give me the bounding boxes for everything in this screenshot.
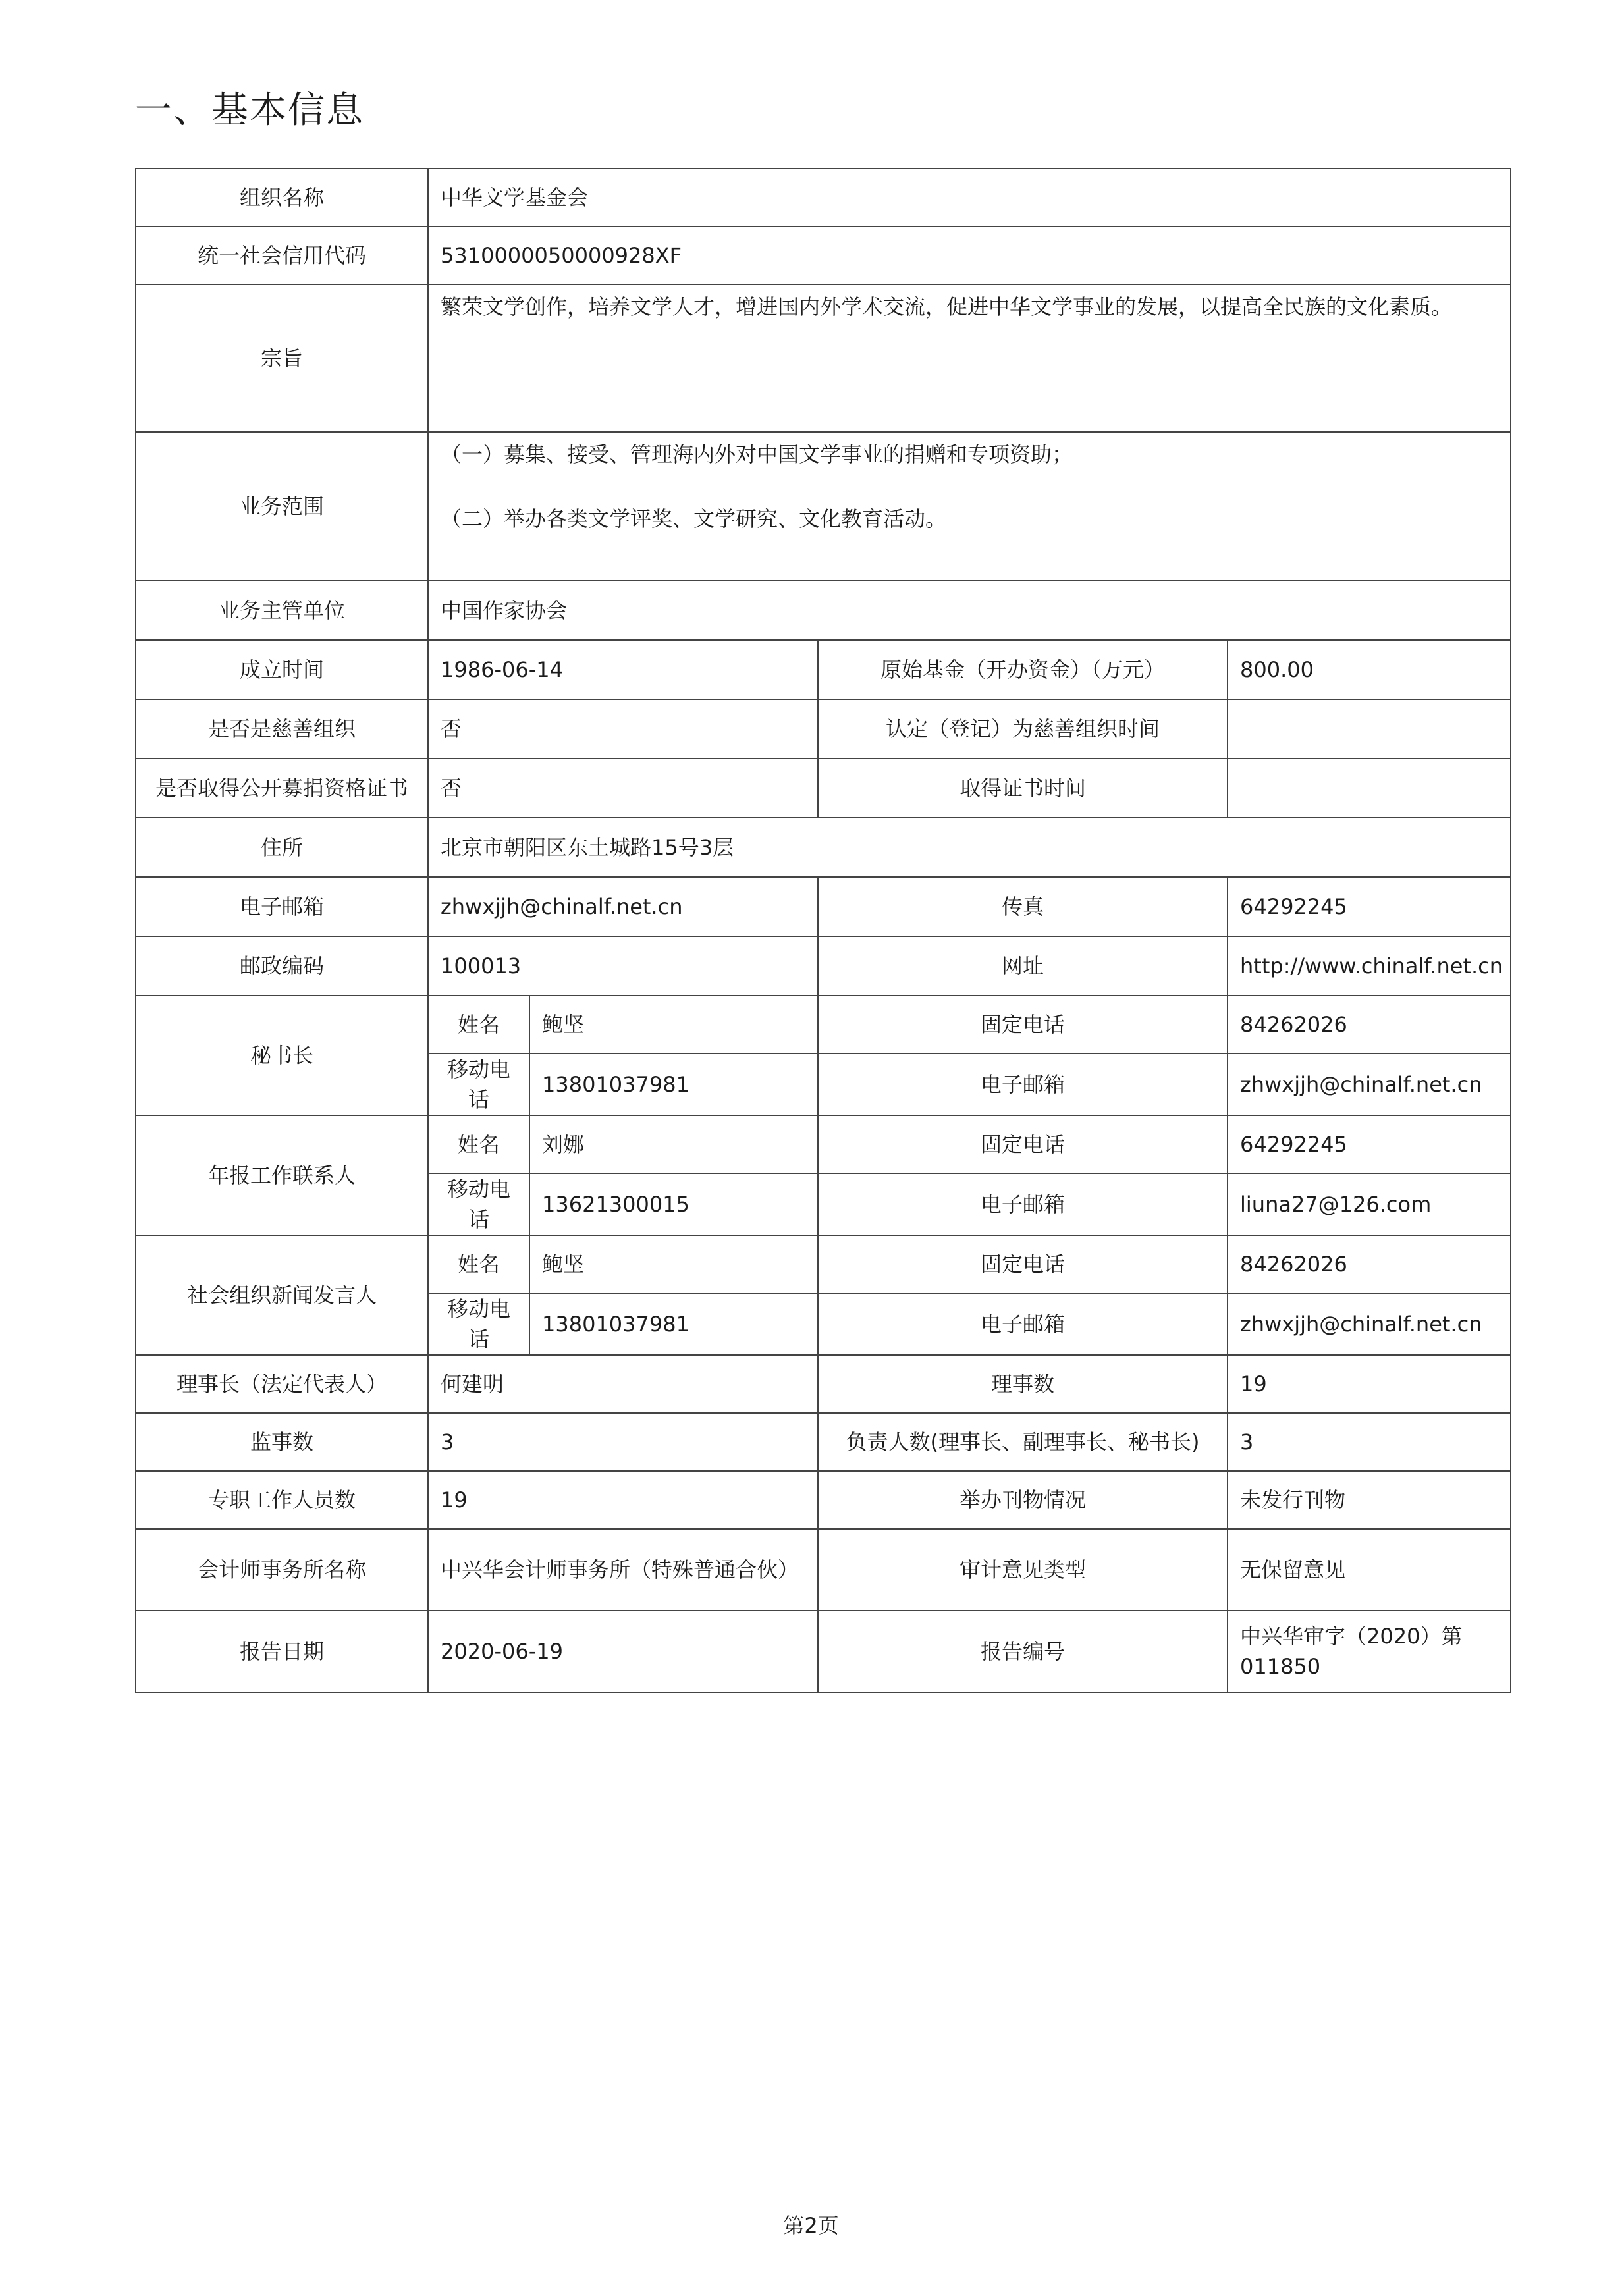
report-date-label: 报告日期: [136, 1611, 428, 1692]
address-label: 住所: [136, 818, 428, 877]
spokesman-label: 社会组织新闻发言人: [136, 1235, 428, 1355]
report-number-label: 报告编号: [818, 1611, 1228, 1692]
accounting-firm-label: 会计师事务所名称: [136, 1529, 428, 1611]
row-spokesman-1: [136, 1235, 1511, 1293]
business-scope-line: （二）举办各类文学评奖、文学研究、文化教育活动。: [441, 506, 947, 531]
website-label: 网址: [818, 936, 1228, 996]
business-scope-line: （一）募集、接受、管理海内外对中国文学事业的捐赠和专项资助；: [441, 442, 1073, 467]
row-staff: [136, 1471, 1511, 1529]
secretary-email-label: 电子邮箱: [818, 1054, 1228, 1115]
publications-label: 举办刊物情况: [818, 1471, 1228, 1529]
contact-email-label: 电子邮箱: [818, 1173, 1228, 1235]
secretary-label: 秘书长: [136, 996, 428, 1115]
row-fundraising: [136, 759, 1511, 818]
contact-mobile-label: 移动电话: [428, 1173, 529, 1235]
spokesman-mobile-label: 移动电话: [428, 1293, 529, 1355]
purpose-label: 宗旨: [136, 284, 428, 432]
spokesman-email-label: 电子邮箱: [818, 1293, 1228, 1355]
report-number-value: 中兴华审字（2020）第011850: [1228, 1611, 1511, 1692]
audit-opinion-label: 审计意见类型: [818, 1529, 1228, 1611]
section-heading: 一、基本信息: [135, 89, 364, 132]
spokesman-name-value: 鲍坚: [529, 1235, 818, 1293]
business-scope-value: [428, 432, 1511, 581]
leaders-count-value: 3: [1228, 1413, 1511, 1471]
row-charity: [136, 699, 1511, 759]
publications-value: 未发行刊物: [1228, 1471, 1511, 1529]
org-name-value: 中华文学基金会: [428, 169, 1511, 227]
contact-email-value: liuna27@126.com: [1228, 1173, 1511, 1235]
spokesman-phone-label: 固定电话: [818, 1235, 1228, 1293]
charity-label: 是否是慈善组织: [136, 699, 428, 759]
postcode-value: 100013: [428, 936, 818, 996]
secretary-name-label: 姓名: [428, 996, 529, 1054]
contact-label: 年报工作联系人: [136, 1115, 428, 1235]
charity-date-label: 认定（登记）为慈善组织时间: [818, 699, 1228, 759]
founded-value: 1986-06-14: [428, 640, 818, 699]
page-number: 第2页: [783, 2213, 839, 2238]
directors-count-label: 理事数: [818, 1355, 1228, 1413]
secretary-mobile-value: 13801037981: [529, 1054, 818, 1115]
audit-opinion-value: 无保留意见: [1228, 1529, 1511, 1611]
contact-mobile-value: 13621300015: [529, 1173, 818, 1235]
row-email: [136, 877, 1511, 936]
fax-label: 传真: [818, 877, 1228, 936]
row-purpose: [136, 284, 1511, 432]
report-date-value: 2020-06-19: [428, 1611, 818, 1692]
row-chairman: [136, 1355, 1511, 1413]
purpose-value: 繁荣文学创作，培养文学人才，增进国内外学术交流，促进中华文学事业的发展，以提高全民族的文化素质。: [428, 284, 1511, 432]
contact-name-value: 刘娜: [529, 1115, 818, 1173]
supervisor-value: 中国作家协会: [428, 581, 1511, 640]
secretary-mobile-label: 移动电话: [428, 1054, 529, 1115]
initial-fund-value: 800.00: [1228, 640, 1511, 699]
row-secretary-1: [136, 996, 1511, 1054]
chairman-label: 理事长（法定代表人）: [136, 1355, 428, 1413]
accounting-firm-value: 中兴华会计师事务所（特殊普通合伙）: [428, 1529, 818, 1611]
initial-fund-label: 原始基金（开办资金）（万元）: [818, 640, 1228, 699]
spokesman-phone-value: 84262026: [1228, 1235, 1511, 1293]
postcode-label: 邮政编码: [136, 936, 428, 996]
fax-value: 64292245: [1228, 877, 1511, 936]
fundraising-label: 是否取得公开募捐资格证书: [136, 759, 428, 818]
row-business-scope: [136, 432, 1511, 581]
spokesman-mobile-value: 13801037981: [529, 1293, 818, 1355]
email-label: 电子邮箱: [136, 877, 428, 936]
leaders-count-label: 负责人数(理事长、副理事长、秘书长): [818, 1413, 1228, 1471]
row-supervisor: [136, 581, 1511, 640]
basic-info-table: [135, 168, 1511, 1693]
row-org-name: [136, 169, 1511, 227]
business-scope-label: 业务范围: [136, 432, 428, 581]
staff-count-label: 专职工作人员数: [136, 1471, 428, 1529]
row-accounting: [136, 1529, 1511, 1611]
row-credit-code: [136, 227, 1511, 284]
secretary-phone-value: 84262026: [1228, 996, 1511, 1054]
org-name-label: 组织名称: [136, 169, 428, 227]
row-supervisors: [136, 1413, 1511, 1471]
founded-label: 成立时间: [136, 640, 428, 699]
row-founded: [136, 640, 1511, 699]
contact-phone-label: 固定电话: [818, 1115, 1228, 1173]
chairman-value: 何建明: [428, 1355, 818, 1413]
website-value: http://www.chinalf.net.cn: [1228, 936, 1511, 996]
staff-count-value: 19: [428, 1471, 818, 1529]
credit-code-label: 统一社会信用代码: [136, 227, 428, 284]
row-report: [136, 1611, 1511, 1692]
spokesman-name-label: 姓名: [428, 1235, 529, 1293]
row-postcode: [136, 936, 1511, 996]
certificate-date-label: 取得证书时间: [818, 759, 1228, 818]
row-address: [136, 818, 1511, 877]
fundraising-value: 否: [428, 759, 818, 818]
email-value: zhwxjjh@chinalf.net.cn: [428, 877, 818, 936]
charity-date-value: [1228, 699, 1511, 759]
supervisors-count-label: 监事数: [136, 1413, 428, 1471]
spokesman-email-value: zhwxjjh@chinalf.net.cn: [1228, 1293, 1511, 1355]
charity-value: 否: [428, 699, 818, 759]
supervisors-count-value: 3: [428, 1413, 818, 1471]
address-value: 北京市朝阳区东土城路15号3层: [428, 818, 1511, 877]
supervisor-label: 业务主管单位: [136, 581, 428, 640]
credit-code-value: 5310000050000928XF: [428, 227, 1511, 284]
secretary-email-value: zhwxjjh@chinalf.net.cn: [1228, 1054, 1511, 1115]
secretary-phone-label: 固定电话: [818, 996, 1228, 1054]
contact-name-label: 姓名: [428, 1115, 529, 1173]
contact-phone-value: 64292245: [1228, 1115, 1511, 1173]
directors-count-value: 19: [1228, 1355, 1511, 1413]
certificate-date-value: [1228, 759, 1511, 818]
secretary-name-value: 鲍坚: [529, 996, 818, 1054]
row-contact-1: [136, 1115, 1511, 1173]
